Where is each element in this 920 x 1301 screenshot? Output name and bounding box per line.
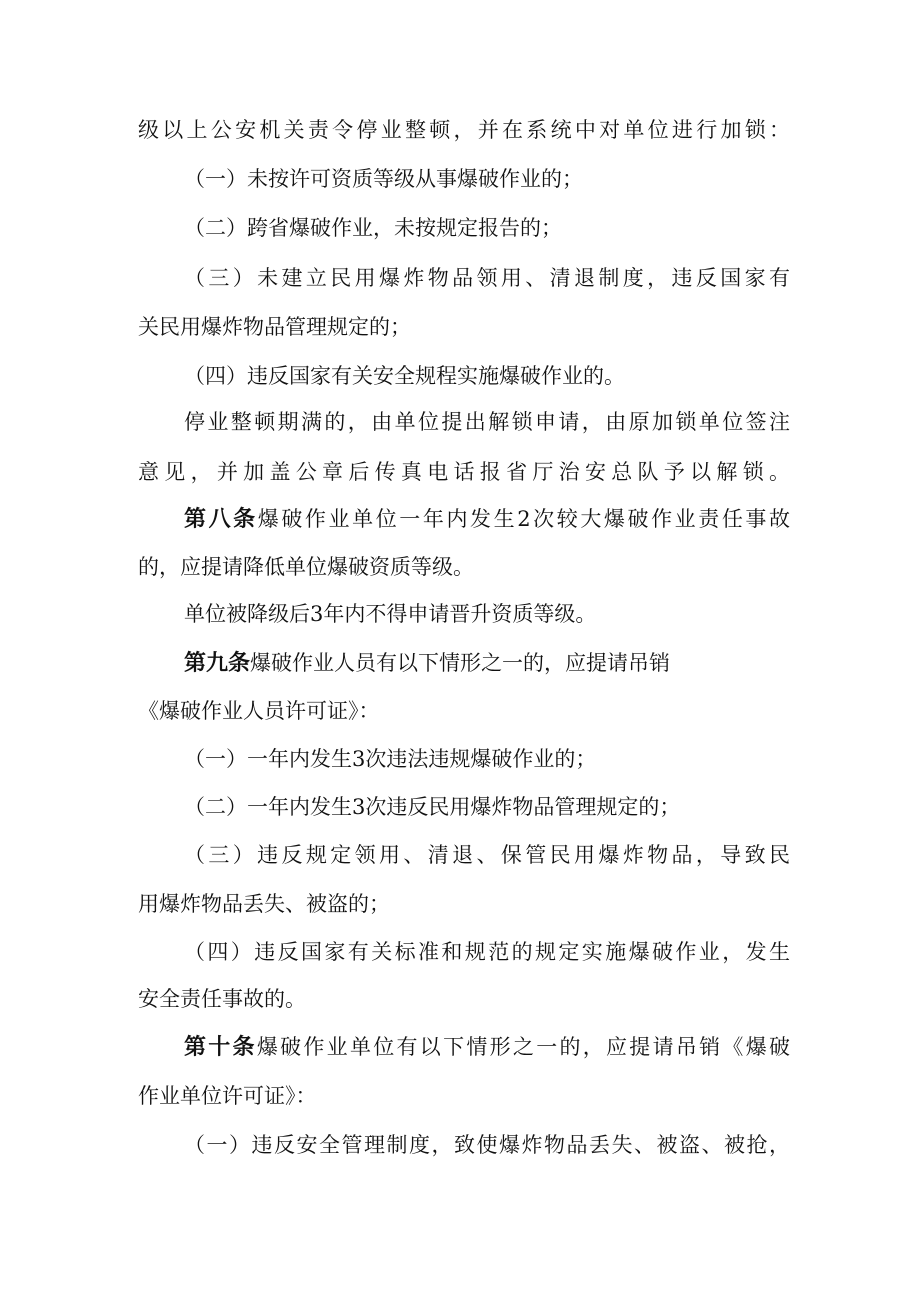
list-item: （二）跨省爆破作业，未按规定报告的； xyxy=(184,216,562,240)
list-item: （三）未建立民用爆炸物品领用、清退制度，违反国家有 xyxy=(184,266,790,290)
article-line xyxy=(184,647,790,679)
list-item: （一）一年内发生3次违法违规爆破作业的； xyxy=(184,747,597,771)
article-heading: 第十条 xyxy=(184,1034,257,1060)
text-line: 《爆破作业人员许可证》： xyxy=(138,699,380,723)
article-line xyxy=(184,503,790,535)
article-text: 爆破作业人员有以下情形之一的，应提请吊销 xyxy=(250,651,671,675)
text-line: 关民用爆炸物品管理规定的； xyxy=(138,315,411,339)
paragraph-line: 停业整顿期满的，由单位提出解锁申请，由原加锁单位签注 xyxy=(184,410,790,434)
list-item: （四）违反国家有关安全规程实施爆破作业的。 xyxy=(184,364,625,388)
text-line: 用爆炸物品丢失、被盗的； xyxy=(138,892,390,916)
text-line: 级以上公安机关责令停业整顿，并在系统中对单位进行加锁： xyxy=(138,118,790,142)
text-line: 安全责任事故的。 xyxy=(138,987,306,1011)
text-line: 意见，并加盖公章后传真电话报省厅治安总队予以解锁。 xyxy=(138,460,790,484)
article-heading: 第八条 xyxy=(184,506,258,532)
text-line: 的，应提请降低单位爆破资质等级。 xyxy=(138,555,474,579)
text-line: 作业单位许可证》： xyxy=(138,1084,317,1108)
article-line xyxy=(184,1031,790,1063)
list-item: （二）一年内发生3次违反民用爆炸物品管理规定的； xyxy=(184,795,681,819)
list-item: （一）违反安全管理制度，致使爆炸物品丢失、被盗、被抢， xyxy=(184,1133,790,1157)
list-item: （三）违反规定领用、清退、保管民用爆炸物品，导致民 xyxy=(184,843,790,867)
paragraph-line: 单位被降级后3年内不得申请晋升资质等级。 xyxy=(184,602,597,626)
list-item: （一）未按许可资质等级从事爆破作业的； xyxy=(184,167,583,191)
list-item: （四）违反国家有关标准和规范的规定实施爆破作业，发生 xyxy=(184,940,790,964)
article-text: 爆破作业单位有以下情形之一的，应提请吊销《爆破 xyxy=(256,1035,790,1059)
article-text: 爆破作业单位一年内发生2次较大爆破作业责任事故 xyxy=(257,507,790,531)
article-heading: 第九条 xyxy=(184,650,251,676)
